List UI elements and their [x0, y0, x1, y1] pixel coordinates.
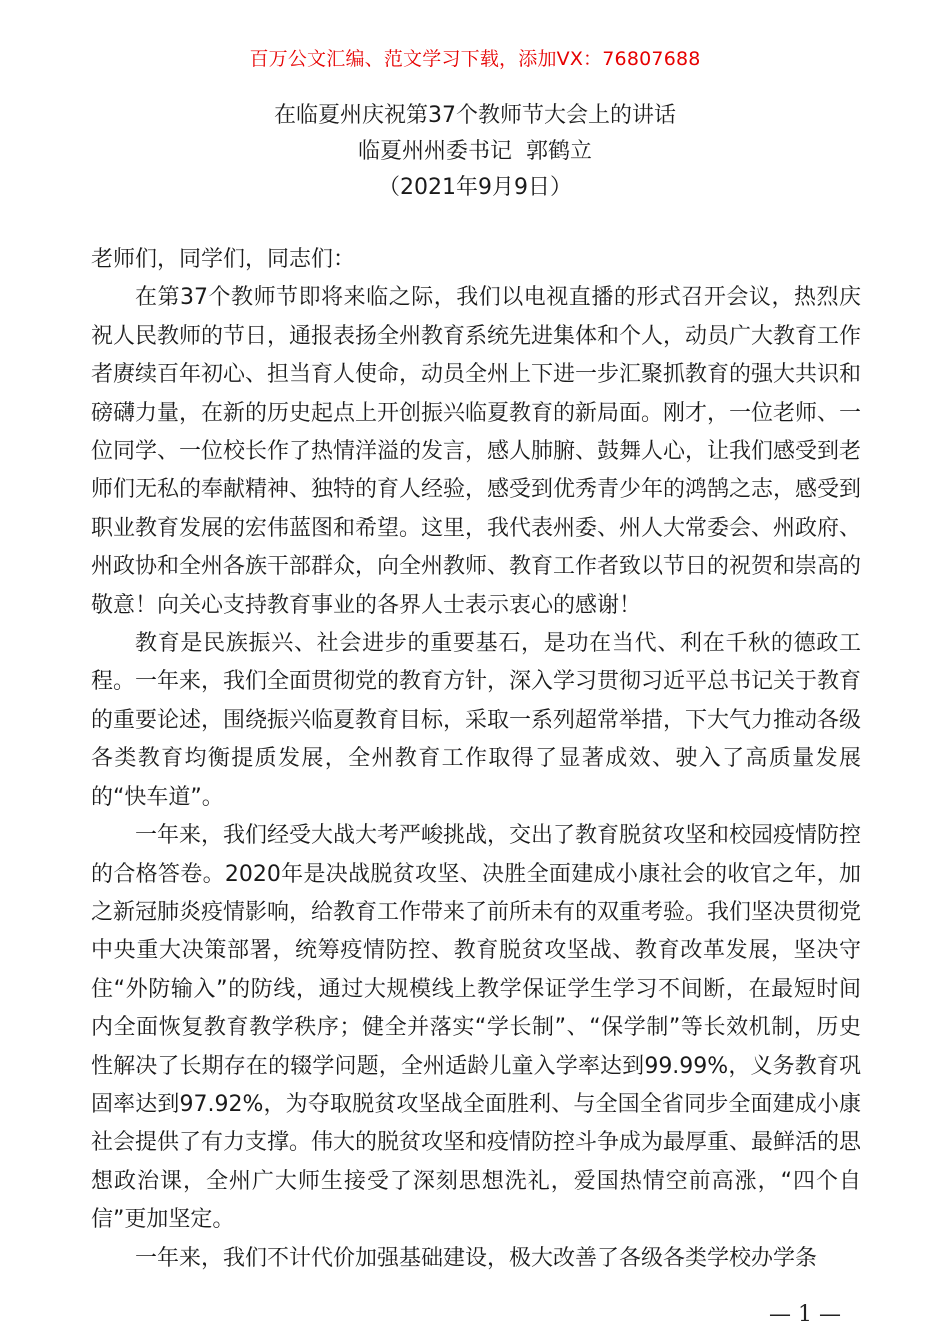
paragraph: 一年来，我们不计代价加强基础建设，极大改善了各级各类学校办学条: [135, 1245, 818, 1271]
paragraph: 一年来，我们经受大战大考严峻挑战，交出了教育脱贫攻坚和校园疫情防控的合格答卷。2020年是决战脱贫攻坚、决胜全面建成小康社会的收官之年，加之新冠肺炎疫情影响，给教育工作带来了前所未有的双重考验。我们坚决贯彻党中央重大决策部署，统筹疫情防控、教育脱贫攻坚战、教育改革发展，坚决守住“外防输入”的防线，通过大规模线上教学保证学生学习不间断，在最短时间内全面恢复教育教学秩序；健全并落实“学长制”、“保学制”等长效机制，历史性解决了长期存在的辍学问题，全州适龄儿童入学率达到99.99%，义务教育巩固率达到97.92%，为夺取脱贫攻坚战全面胜利、与全国全省同步全面建成小康社会提供了有力支撑。伟大的脱贫攻坚和疫情防控斗争成为最厚重、最鲜活的思想政治课，全州广大师生接受了深刻思想洗礼，爱国热情空前高涨，“四个自信”更加坚定。: [91, 823, 862, 1233]
paragraph: 在第37个教师节即将来临之际，我们以电视直播的形式召开会议，热烈庆祝人民教师的节日，通报表扬全州教育系统先进集体和个人，动员广大教育工作者赓续百年初心、担当育人使命，动员全州上下进一步汇聚抓教育的强大共识和磅礴力量，在新的历史起点上开创振兴临夏教育的新局面。刚才，一位老师、一位同学、一位校长作了热情洋溢的发言，感人肺腑、鼓舞人心，让我们感受到老师们无私的奉献精神、独特的育人经验，感受到优秀青少年的鸿鹄之志，感受到职业教育发展的宏伟蓝图和希望。这里，我代表州委、州人大常委会、州政府、州政协和全州各族干部群众，向全州教师、教育工作者致以节日的祝贺和崇高的敬意！向关心支持教育事业的各界人士表示衷心的感谢！: [91, 285, 862, 618]
speech-author: 临夏州州委书记 郭鹤立: [358, 139, 592, 164]
promo-banner: 百万公文汇编、范文学习下载，添加VX：76807688: [249, 48, 701, 70]
salutation: 老师们，同学们，同志们：: [91, 247, 356, 272]
speech-title: 在临夏州庆祝第37个教师节大会上的讲话: [274, 103, 676, 128]
page-number: — 1 —: [769, 1302, 841, 1327]
title-block: [0, 98, 950, 206]
speech-date: （2021年9月9日）: [378, 175, 572, 200]
speech-body: [91, 241, 861, 1278]
paragraph: 教育是民族振兴、社会进步的重要基石，是功在当代、利在千秋的德政工程。一年来，我们全面贯彻党的教育方针，深入学习贯彻习近平总书记关于教育的重要论述，围绕振兴临夏教育目标，采取一系列超常举措，下大气力推动各级各类教育均衡提质发展，全州教育工作取得了显著成效、驶入了高质量发展的“快车道”。: [91, 631, 862, 810]
